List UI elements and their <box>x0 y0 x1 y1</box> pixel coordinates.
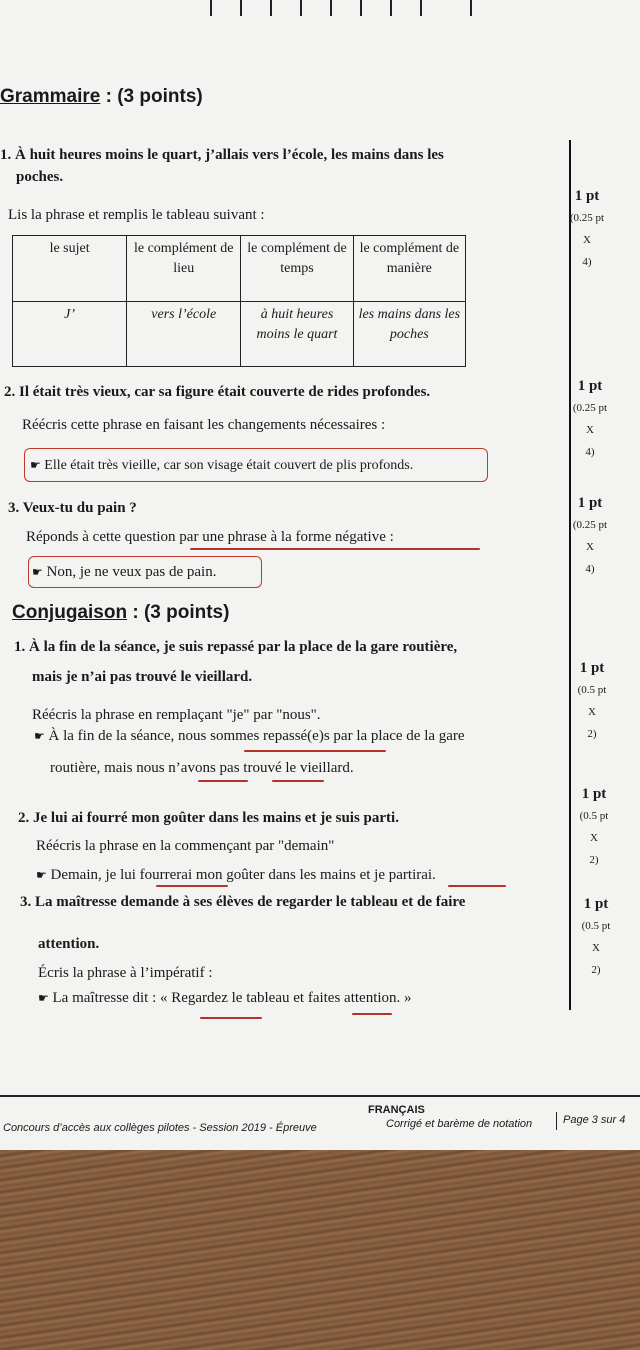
pointing-hand-icon: ☛ <box>34 729 45 743</box>
correction-line <box>198 780 248 782</box>
pointing-hand-icon: ☛ <box>38 991 49 1005</box>
correction-line <box>156 885 228 887</box>
table-cell: vers l’école <box>127 302 241 367</box>
score-c1: 1 pt (0.5 pt X 2) <box>577 660 607 740</box>
table-header: le complément de temps <box>241 236 353 302</box>
footer-subtitle: Corrigé et barème de notation <box>386 1118 533 1130</box>
grammaire-q2-instruction: Réécris cette phrase en faisant les changements nécessaires : <box>22 417 386 433</box>
grammaire-q3-instruction: Réponds à cette question par une phrase à la forme négative : <box>26 529 394 545</box>
grammaire-q1: 1. À huit heures moins le quart, j’allais vers l’école, les mains dans les <box>0 147 444 163</box>
score-g3: 1 pt (0.25 pt X 4) <box>572 495 608 575</box>
score-g1: 1 pt (0.25 pt X 4) <box>569 188 605 268</box>
conjugaison-q3-instruction: Écris la phrase à l’impératif : <box>38 965 213 981</box>
correction-line <box>352 1013 392 1015</box>
footer-divider <box>556 1112 557 1130</box>
correction-line <box>244 750 386 752</box>
correction-line <box>448 885 506 887</box>
conjugaison-q1: 1. À la fin de la séance, je suis repassé par la place de la gare routière, <box>14 639 458 655</box>
footer-subject: FRANÇAIS <box>368 1104 425 1116</box>
grammaire-q2: 2. Il était très vieux, car sa figure était couverte de rides profondes. <box>4 384 431 400</box>
grammaire-q1-instruction: Lis la phrase et remplis le tableau suivant : <box>8 207 265 223</box>
conjugaison-q1-line2: mais je n’ai pas trouvé le vieillard. <box>32 669 253 685</box>
correction-line <box>190 548 480 550</box>
score-c3: 1 pt (0.5 pt X 2) <box>581 896 611 976</box>
footer-left: Concours d’accès aux collèges pilotes - Session 2019 - Épreuve <box>3 1122 317 1134</box>
grammaire-q1-line2: poches. <box>16 169 64 185</box>
section-title-grammaire: Grammaire : (3 points) <box>0 86 203 107</box>
table-header: le complément de manière <box>353 236 465 302</box>
correction-line <box>272 780 324 782</box>
footer-rule <box>0 1095 640 1097</box>
grammaire-q3-answer: ☛ Non, je ne veux pas de pain. <box>32 564 217 580</box>
conjugaison-q2: 2. Je lui ai fourré mon goûter dans les mains et je suis parti. <box>18 810 399 826</box>
conjugaison-q2-instruction: Réécris la phrase en la commençant par "demain" <box>36 838 335 854</box>
score-c2: 1 pt (0.5 pt X 2) <box>579 786 609 866</box>
page-top-marks <box>210 0 610 16</box>
conjugaison-q1-instruction: Réécris la phrase en remplaçant "je" par "nous". <box>32 707 321 723</box>
conjugaison-q1-answer-line2: routière, mais nous n’avons pas trouvé le vieillard. <box>50 760 354 776</box>
desk-surface <box>0 1150 640 1350</box>
correction-line <box>200 1017 262 1019</box>
conjugaison-q2-answer: ☛ Demain, je lui fourrerai mon goûter dans les mains et je partirai. <box>36 867 436 883</box>
table-header: le complément de lieu <box>127 236 241 302</box>
table-cell: J’ <box>13 302 127 367</box>
pointing-hand-icon: ☛ <box>32 565 43 579</box>
grammaire-q3: 3. Veux-tu du pain ? <box>8 500 137 516</box>
pointing-hand-icon: ☛ <box>30 458 41 472</box>
page-number: Page 3 sur 4 <box>563 1114 626 1126</box>
conjugaison-q3-answer: ☛ La maîtresse dit : « Regardez le tableau et faites attention. » <box>38 990 412 1006</box>
conjugaison-q1-answer: ☛ À la fin de la séance, nous sommes repassé(e)s par la place de la gare <box>34 728 465 744</box>
conjugaison-q3-line2: attention. <box>38 936 100 952</box>
table-header: le sujet <box>13 236 127 302</box>
complements-table <box>12 235 466 367</box>
section-title-conjugaison: Conjugaison : (3 points) <box>12 602 230 623</box>
grammaire-q2-answer: ☛ Elle était très vieille, car son visage était couvert de plis profonds. <box>30 458 414 473</box>
score-g2: 1 pt (0.25 pt X 4) <box>572 378 608 458</box>
table-cell: les mains dans les poches <box>353 302 465 367</box>
conjugaison-q3: 3. La maîtresse demande à ses élèves de regarder le tableau et de faire <box>20 894 466 910</box>
pointing-hand-icon: ☛ <box>36 868 47 882</box>
table-cell: à huit heures moins le quart <box>241 302 353 367</box>
